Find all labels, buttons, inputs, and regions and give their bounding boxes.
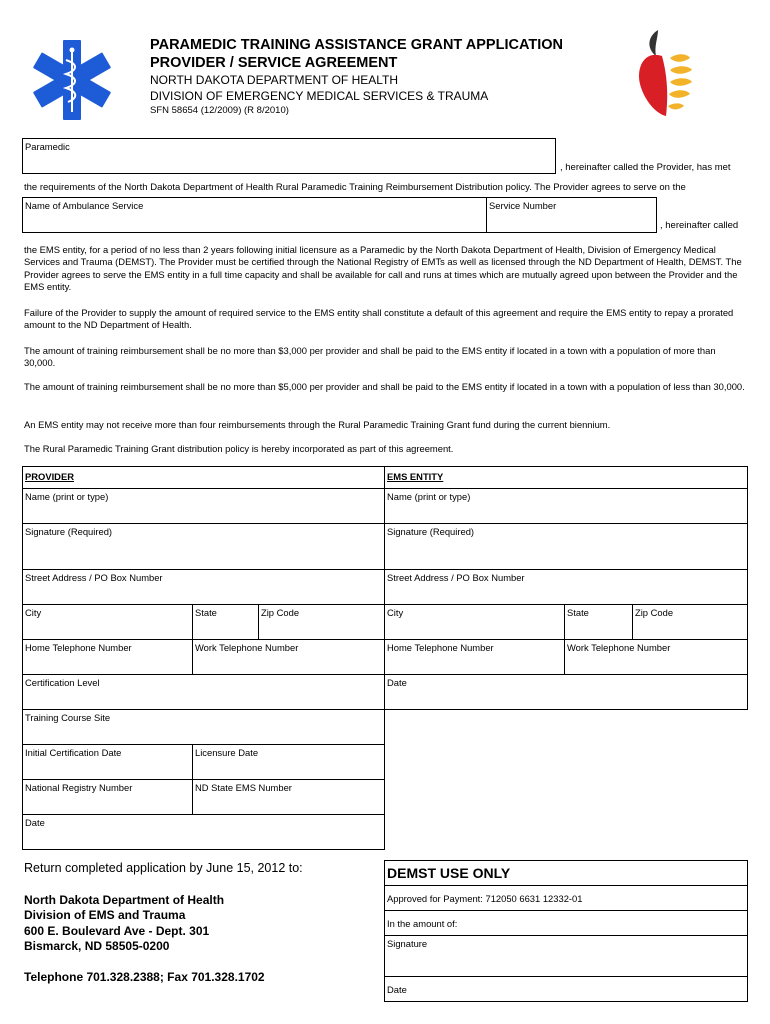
provider-licensure-date-label: Licensure Date [195, 747, 259, 758]
demst-date-label: Date [387, 984, 407, 995]
service-number-label: Service Number [489, 200, 557, 211]
provider-street-field[interactable] [22, 569, 385, 605]
ambulance-service-label: Name of Ambulance Service [25, 200, 144, 211]
provider-street-label: Street Address / PO Box Number [25, 572, 163, 583]
provider-name-label: Name (print or type) [25, 491, 109, 502]
provider-training-site-label: Training Course Site [25, 712, 111, 723]
demst-approved-label: Approved for Payment: 712050 6631 12332-01 [387, 893, 583, 904]
ems-signature-label: Signature (Required) [387, 526, 475, 537]
demst-approved-field[interactable] [384, 885, 748, 911]
ems-street-label: Street Address / PO Box Number [387, 572, 525, 583]
agreement-paragraph-5: An EMS entity may not receive more than four reimbursements through the Rural Paramedic Training Grant fund during the current biennium. [24, 419, 611, 430]
provider-home-phone-label: Home Telephone Number [25, 642, 132, 653]
demst-amount-field[interactable] [384, 910, 748, 936]
agreement-paragraph-6: The Rural Paramedic Training Grant distribution policy is hereby incorporated as part of this agreement. [24, 443, 454, 454]
provider-cert-level-field[interactable] [22, 674, 385, 710]
provider-heading-cell [22, 466, 385, 489]
hereinafter-called-text: , hereinafter called [660, 220, 739, 231]
provider-nd-ems-number-label: ND State EMS Number [195, 782, 292, 793]
return-address-line-1: North Dakota Department of Health [24, 893, 225, 907]
provider-state-label: State [195, 607, 217, 618]
return-address-line-2: Division of EMS and Trauma [24, 908, 186, 922]
demst-amount-label: In the amount of: [387, 918, 458, 929]
service-number-field[interactable] [486, 197, 657, 233]
demst-signature-field[interactable] [384, 935, 748, 977]
provider-work-phone-field[interactable] [192, 639, 385, 675]
department-name: NORTH DAKOTA DEPARTMENT OF HEALTH [150, 73, 399, 87]
provider-name-field[interactable] [22, 488, 385, 524]
ems-city-label: City [387, 607, 404, 618]
ems-zip-field[interactable] [632, 604, 748, 640]
ems-date-label: Date [387, 677, 407, 688]
ambulance-service-field[interactable] [22, 197, 487, 233]
provider-city-field[interactable] [22, 604, 193, 640]
return-intro: Return completed application by June 15, 2012 to: [24, 861, 303, 875]
form-title: PARAMEDIC TRAINING ASSISTANCE GRANT APPLICATION [150, 37, 563, 53]
division-name: DIVISION OF EMERGENCY MEDICAL SERVICES & TRAUMA [150, 89, 489, 103]
requirements-text: the requirements of the North Dakota Department of Health Rural Paramedic Training Reimbursement Distribution policy. The Provider agrees to serve on the [24, 182, 686, 193]
demst-heading: DEMST USE ONLY [387, 865, 511, 881]
demst-signature-label: Signature [387, 938, 428, 949]
ems-zip-label: Zip Code [635, 607, 674, 618]
provider-signature-field[interactable] [22, 523, 385, 570]
provider-init-cert-date-field[interactable] [22, 744, 193, 780]
provider-nat-registry-label: National Registry Number [25, 782, 133, 793]
provider-date-field[interactable] [22, 814, 385, 850]
provider-work-phone-label: Work Telephone Number [195, 642, 299, 653]
ems-city-field[interactable] [384, 604, 565, 640]
provider-zip-label: Zip Code [261, 607, 300, 618]
ems-work-phone-label: Work Telephone Number [567, 642, 671, 653]
paramedic-label: Paramedic [25, 141, 70, 152]
ems-home-phone-label: Home Telephone Number [387, 642, 494, 653]
form-number: SFN 58654 (12/2009) (R 8/2010) [150, 105, 289, 116]
provider-nd-ems-number-field[interactable] [192, 779, 385, 815]
ems-work-phone-field[interactable] [564, 639, 748, 675]
agreement-paragraph-4: The amount of training reimbursement shall be no more than $5,000 per provider and shall be paid to the EMS entity if located in a town with a population of less than 30,000. [24, 381, 745, 392]
star-of-life-logo [30, 38, 114, 122]
provider-state-field[interactable] [192, 604, 259, 640]
ems-heading: EMS ENTITY [387, 471, 444, 482]
ems-state-field[interactable] [564, 604, 633, 640]
ems-date-field[interactable] [384, 674, 748, 710]
return-address-line-3: 600 E. Boulevard Ave - Dept. 301 [24, 924, 210, 938]
provider-signature-label: Signature (Required) [25, 526, 113, 537]
provider-date-label: Date [25, 817, 45, 828]
demst-heading-cell [384, 860, 748, 886]
nd-health-apple-logo [636, 28, 696, 120]
paramedic-field[interactable] [22, 138, 556, 174]
ems-name-label: Name (print or type) [387, 491, 471, 502]
ems-street-field[interactable] [384, 569, 748, 605]
ems-state-label: State [567, 607, 589, 618]
provider-heading: PROVIDER [25, 471, 74, 482]
agreement-paragraph-1: the EMS entity, for a period of no less than 2 years following initial licensure as a Paramedic by the North Dakota Department of Health, Division of Emergency Medical Services and Trauma (DEMST). The Provider must be certified through the National Registry of EMTs as well as licensed through the ND Department of Health, DEMST. The Provider agrees to serve the EMS entity in a full time capacity and shall be available for call and runs at times which are mutually agreed upon between the Provider and the EMS entity. [24, 244, 742, 293]
provider-city-label: City [25, 607, 42, 618]
provider-cert-level-label: Certification Level [25, 677, 100, 688]
return-address-line-4: Bismarck, ND 58505-0200 [24, 939, 170, 953]
ems-home-phone-field[interactable] [384, 639, 565, 675]
agreement-paragraph-3: The amount of training reimbursement shall be no more than $3,000 per provider and shall be paid to the EMS entity if located in a town with a population of more than 30,000. [24, 345, 716, 369]
demst-date-field[interactable] [384, 976, 748, 1002]
return-phone-fax: Telephone 701.328.2388; Fax 701.328.1702 [24, 970, 265, 984]
provider-licensure-date-field[interactable] [192, 744, 385, 780]
provider-home-phone-field[interactable] [22, 639, 193, 675]
provider-zip-field[interactable] [258, 604, 385, 640]
form-subtitle: PROVIDER / SERVICE AGREEMENT [150, 55, 398, 71]
provider-init-cert-date-label: Initial Certification Date [25, 747, 122, 758]
ems-signature-field[interactable] [384, 523, 748, 570]
provider-nat-registry-field[interactable] [22, 779, 193, 815]
provider-training-site-field[interactable] [22, 709, 385, 745]
agreement-paragraph-2: Failure of the Provider to supply the amount of required service to the EMS entity shall constitute a default of this agreement and require the EMS entity to repay a prorated amount to the ND Department of Health. [24, 307, 734, 331]
ems-name-field[interactable] [384, 488, 748, 524]
provider-suffix-text: , hereinafter called the Provider, has met [560, 162, 731, 173]
ems-heading-cell [384, 466, 748, 489]
